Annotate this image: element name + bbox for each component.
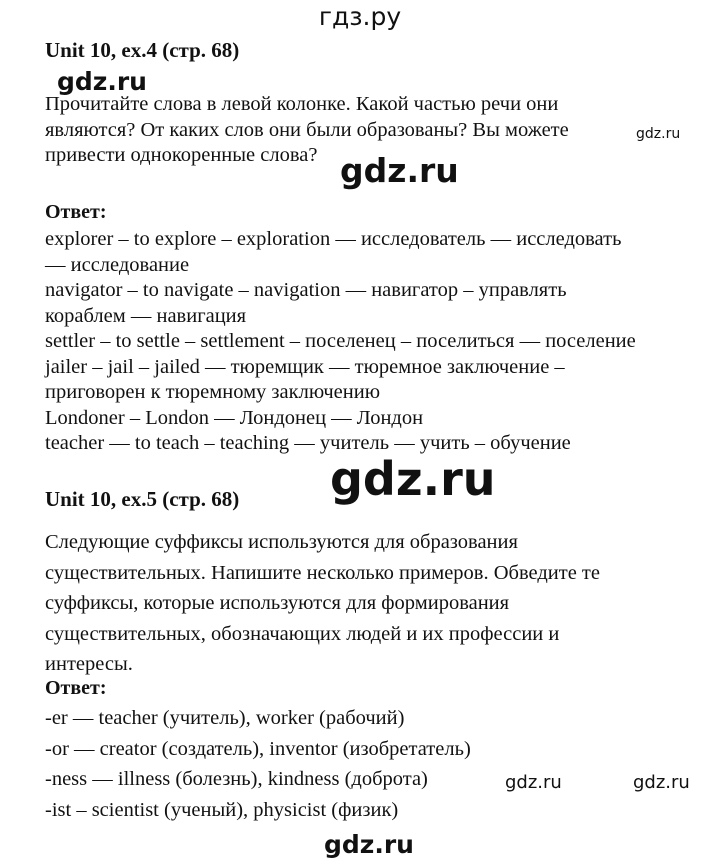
- ex4-answer-label: Ответ:: [45, 201, 107, 223]
- watermark-1: gdz.ru: [57, 67, 147, 96]
- ex4-heading: Unit 10, ex.4 (стр. 68): [45, 38, 240, 62]
- watermark-7: gdz.ru: [324, 830, 414, 859]
- ex5-task-line: Следующие суффиксы используются для образования: [45, 531, 518, 553]
- watermark-5: gdz.ru: [505, 772, 562, 793]
- ex4-answer-line: teacher — to teach – teaching — учитель — учить – обучение: [45, 432, 571, 454]
- ex5-answer-line: -er — teacher (учитель), worker (рабочий): [45, 707, 405, 729]
- ex5-task-line: интересы.: [45, 653, 133, 675]
- ex4-task-line: являются? От каких слов они были образованы? Вы можете: [45, 118, 569, 141]
- watermark-3: gdz.ru: [340, 151, 459, 190]
- ex4-answer-line: приговорен к тюремному заключению: [45, 381, 381, 403]
- ex4-answer-line: — исследование: [45, 253, 190, 276]
- ex4-answer-line: jailer – jail – jailed — тюремщик — тюремное заключение –: [45, 355, 565, 378]
- watermark-6: gdz.ru: [633, 772, 690, 793]
- ex4-task: [45, 92, 569, 169]
- ex4-task-line: привести однокоренные слова?: [45, 144, 318, 166]
- ex4-task-line: Прочитайте слова в левой колонке. Какой частью речи они: [45, 93, 559, 115]
- ex4-answer-line: Londoner – London — Лондонец — Лондон: [45, 406, 424, 429]
- ex5-heading: Unit 10, ex.5 (стр. 68): [45, 487, 240, 511]
- ex5-task-line: суффиксы, которые используются для формирования: [45, 592, 510, 614]
- ex4-answer-line: кораблем — навигация: [45, 304, 247, 327]
- ex5-task-line: существительных. Напишите несколько примеров. Обведите те: [45, 561, 600, 584]
- ex5-answer: [45, 703, 471, 825]
- watermark-2: gdz.ru: [636, 126, 681, 142]
- ex4-answer-line: navigator – to navigate – navigation — навигатор – управлять: [45, 279, 567, 301]
- ex4-answer: [45, 227, 636, 457]
- ex4-answer-line: settler – to settle – settlement – поселенец – поселиться — поселение: [45, 330, 636, 352]
- ex5-answer-line: -ist – scientist (ученый), physicist (физик): [45, 798, 399, 821]
- ex5-task-line: существительных, обозначающих людей и их профессии и: [45, 622, 560, 645]
- ex5-answer-label: Ответ:: [45, 677, 107, 699]
- ex5-answer-line: -or — creator (создатель), inventor (изобретатель): [45, 737, 471, 760]
- ex5-task: [45, 527, 600, 680]
- ex5-answer-line: -ness — illness (болезнь), kindness (доброта): [45, 768, 428, 790]
- watermark-4: gdz.ru: [330, 452, 496, 506]
- site-header: гдз.ру: [318, 2, 402, 31]
- ex4-answer-line: explorer – to explore – exploration — исследователь — исследовать: [45, 228, 622, 250]
